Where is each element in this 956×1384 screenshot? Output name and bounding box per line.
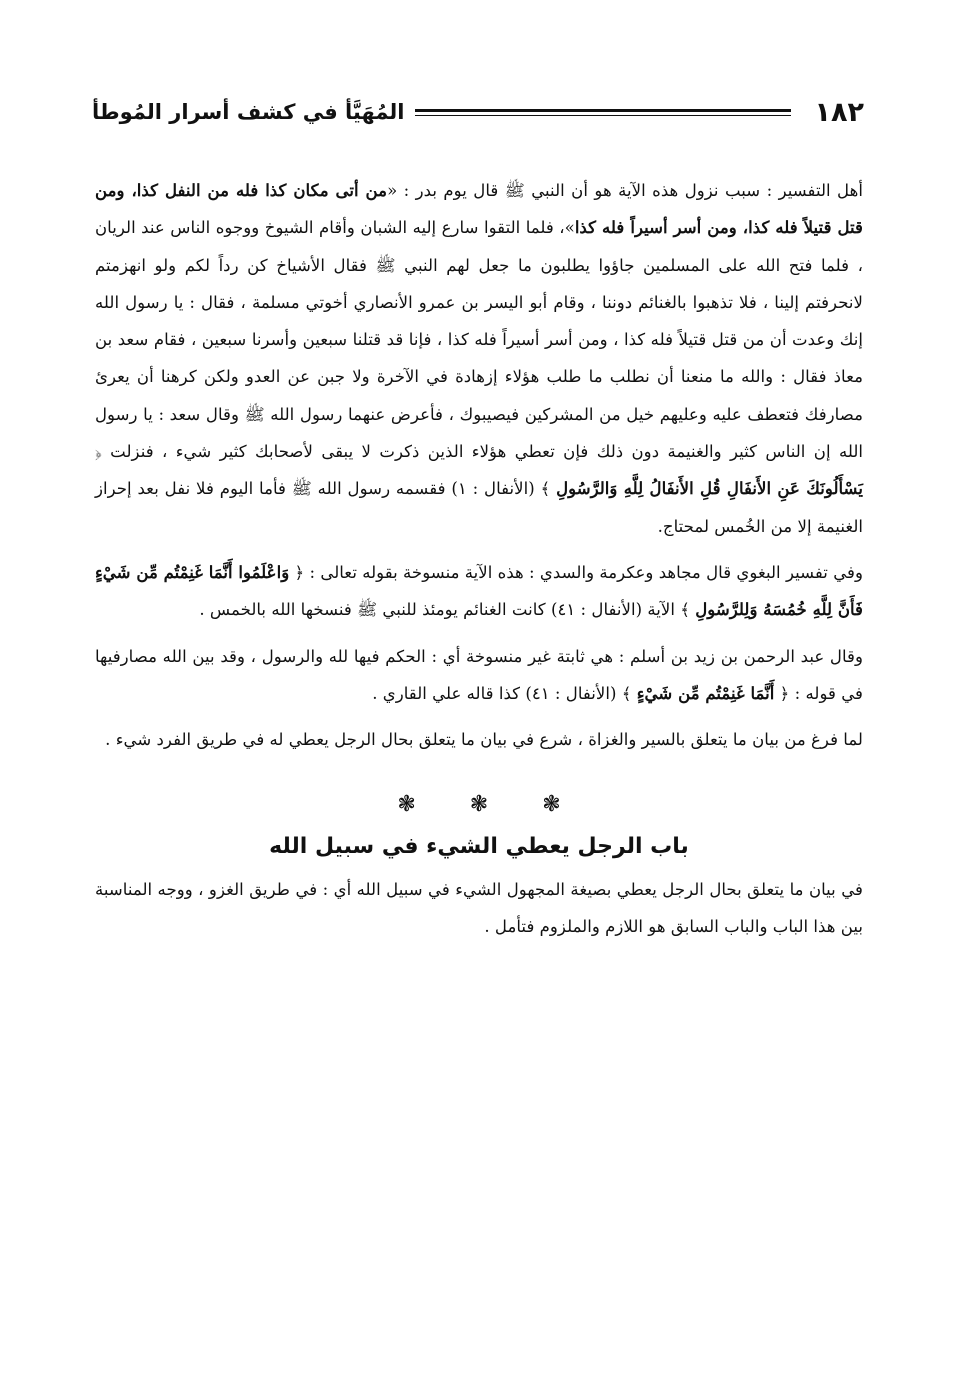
chapter-paragraph: في بيان ما يتعلق بحال الرجل يعطي بصيغة المجهول الشيء في سبيل الله أي : في طريق الغزو ، ووجه المناسبة بين هذا الباب والباب السابق هو اللازم والملزوم فتأمل .: [95, 880, 863, 937]
book-title: المُهَيَّأ في كشف أسرار المُوطأ: [92, 100, 405, 124]
paragraph-3: وقال عبد الرحمن بن زيد بن أسلم : هي ثابتة غير منسوخة أي : الحكم فيها لله والرسول ، وقد بين الله مصارفيها في قوله : ﴿ أَنَّمَا غَنِمْتُم مِّن شَيْءٍ ﴾ (الأنفال : ٤١) كذا قاله علي القاري .: [95, 646, 863, 703]
paragraph-1: أهل التفسير : سبب نزول هذه الآية هو أن النبي ﷺ قال يوم بدر : «من أتى مكان كذا فله من النفل كذا، ومن قتل قتيلاً فله كذا، ومن أسر أسيراً فله كذا»، فلما التقوا سارع إليه الشبان وأقام الشيوخ ووجوه الناس عند الريان ، فلما فتح الله على المسلمين جاؤوا يطلبون ما جعل لهم النبي ﷺ فقال الأشياخ كن رداً لكم ولو انهزمتم لانحرفتم إلينا ، فلا تذهبوا بالغنائم دوننا ، وقام أبو اليسر بن عمرو الأنصاري أخوتي مسلمة ، فقال : يا رسول الله إنك وعدت أن من قتل قتيلاً فله كذا ، ومن أسر أسيراً فله كذا ، فإنا قد قتلنا سبعين وأسرنا سبعين ، فقام سعد بن معاذ فقال : والله ما منعنا أن نطلب ما طلب هؤلاء إزهادة في الآخرة ولا جبن عن العدو ولكن كرهنا أن يعرئ مصارفك فتعطف عليه وعليهم خيل من المشركين فيصيبوك ، فأعرض عنهما رسول الله ﷺ وقال سعد : يا رسول الله إن الناس كثير والغنيمة دون ذلك فإن تعطي هؤلاء الذين ذكرت لا يبقى لأصحابك كثير شيء ، فنزلت ﴿ يَسْأَلُونَكَ عَنِ الأَنفَالِ قُلِ الأَنفَالُ لِلَّهِ وَالرَّسُولِ ﴾ (الأنفال : ١) فقسمه رسول الله ﷺ فأما اليوم فلا نفل بعد إحراز الغنيمة إلا من الخُمس لمحتاج.: [95, 180, 863, 536]
header-rule: [415, 109, 791, 116]
paragraph-4: لما فرغ من بيان ما يتعلق بالسير والغزاة ، شرع في بيان ما يتعلق بحال الرجل يعطي له في طريق الفرد شيء .: [105, 730, 863, 750]
page-body: [95, 172, 863, 955]
quran-verse: أَنَّمَا غَنِمْتُم مِّن شَيْءٍ: [636, 682, 775, 703]
page-number: ١٨٢: [814, 96, 864, 128]
quran-verse: وَاعْلَمُوا أَنَّمَا غَنِمْتُم مِّن شَيْءٍ فَأَنَّ لِلَّهِ خُمُسَهُ وَلِلرَّسُولِ: [95, 561, 863, 620]
page-header: [92, 92, 864, 132]
section-separator: ❃❃❃: [397, 792, 615, 818]
quran-verse: يَسْأَلُونَكَ عَنِ الأَنفَالِ قُلِ الأَنفَالُ لِلَّهِ وَالرَّسُولِ: [556, 478, 863, 499]
hadith-quote: من أتى مكان كذا فله من النفل كذا، ومن قتل قتيلاً فله كذا، ومن أسر أسيراً فله كذا: [95, 180, 863, 238]
paragraph-2: وفي تفسير البغوي قال مجاهد وعكرمة والسدي : هذه الآية منسوخة بقوله تعالى : ﴿ وَاعْلَمُوا أَنَّمَا غَنِمْتُم مِّن شَيْءٍ فَأَنَّ لِلَّهِ خُمُسَهُ وَلِلرَّسُولِ ﴾ الآية (الأنفال : ٤١) كانت الغنائم يومئذ للنبي ﷺ فنسخها الله بالخمس .: [95, 561, 863, 620]
chapter-title: باب الرجل يعطي الشيء في سبيل الله: [269, 833, 689, 859]
